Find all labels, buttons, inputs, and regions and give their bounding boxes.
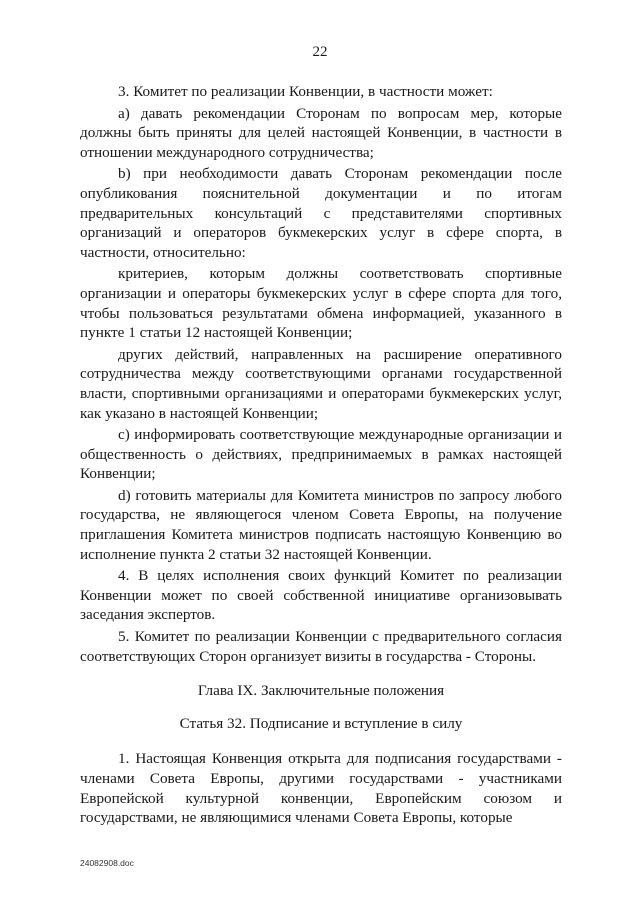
- article-32-paragraph-1: 1. Настоящая Конвенция открыта для подписания государствами - членами Совета Европы, другими государствами - участниками Европейской культурной конвенции, Европейским союзом и государствами, не являющимися членами Совета Европы, которые: [80, 750, 562, 827]
- paragraph-3a: a) давать рекомендации Сторонам по вопросам мер, которые должны быть приняты для целей настоящей Конвенции, в частности в отношении международного сотрудничества;: [80, 104, 562, 161]
- article-heading: Статья 32. Подписание и вступление в силу: [179, 714, 463, 732]
- paragraph-3-intro: 3. Комитет по реализации Конвенции, в частности может:: [118, 83, 493, 100]
- paragraph-3d: d) готовить материалы для Комитета министров по запросу любого государства, не являющегося членом Совета Европы, на получение приглашения Комитета министров подписать настоящую Конвенцию во исполнение пункта 2 статьи 32 настоящей Конвенции.: [80, 486, 562, 563]
- document-body: [80, 82, 562, 830]
- paragraph-3c: c) информировать соответствующие международные организации и общественность о действиях, предпринимаемых в рамках настоящей Конвенции;: [80, 426, 562, 483]
- paragraph-3b-other-actions: других действий, направленных на расширение оперативного сотрудничества между соответствующими органами государственной власти, спортивными организациями и операторами букмекерских услуг, как указано в настоящей Конвенции;: [80, 345, 562, 422]
- paragraph-5: 5. Комитет по реализации Конвенции с предварительного согласия соответствующих Сторон организует визиты в государства - Стороны.: [80, 628, 562, 665]
- page-number: 22: [312, 44, 328, 60]
- footer-filename: 24082908.doc: [80, 858, 134, 868]
- chapter-heading: Глава IX. Заключительные положения: [197, 682, 445, 700]
- paragraph-3b: b) при необходимости давать Сторонам рекомендации после опубликования пояснительной документации и по итогам предварительных консультаций с представителями спортивных организаций и операторов букмекерских услуг в сфере спорта, в частности, относительно:: [80, 165, 562, 261]
- paragraph-4: 4. В целях исполнения своих функций Комитет по реализации Конвенции может по своей собственной инициативе организовывать заседания экспертов.: [80, 567, 562, 624]
- paragraph-3b-criteria: критериев, которым должны соответствовать спортивные организации и операторы букмекерских услуг в сфере спорта для того, чтобы пользоваться результатами обмена информацией, указанного в пункте 1 статьи 12 настоящей Конвенции;: [80, 265, 562, 342]
